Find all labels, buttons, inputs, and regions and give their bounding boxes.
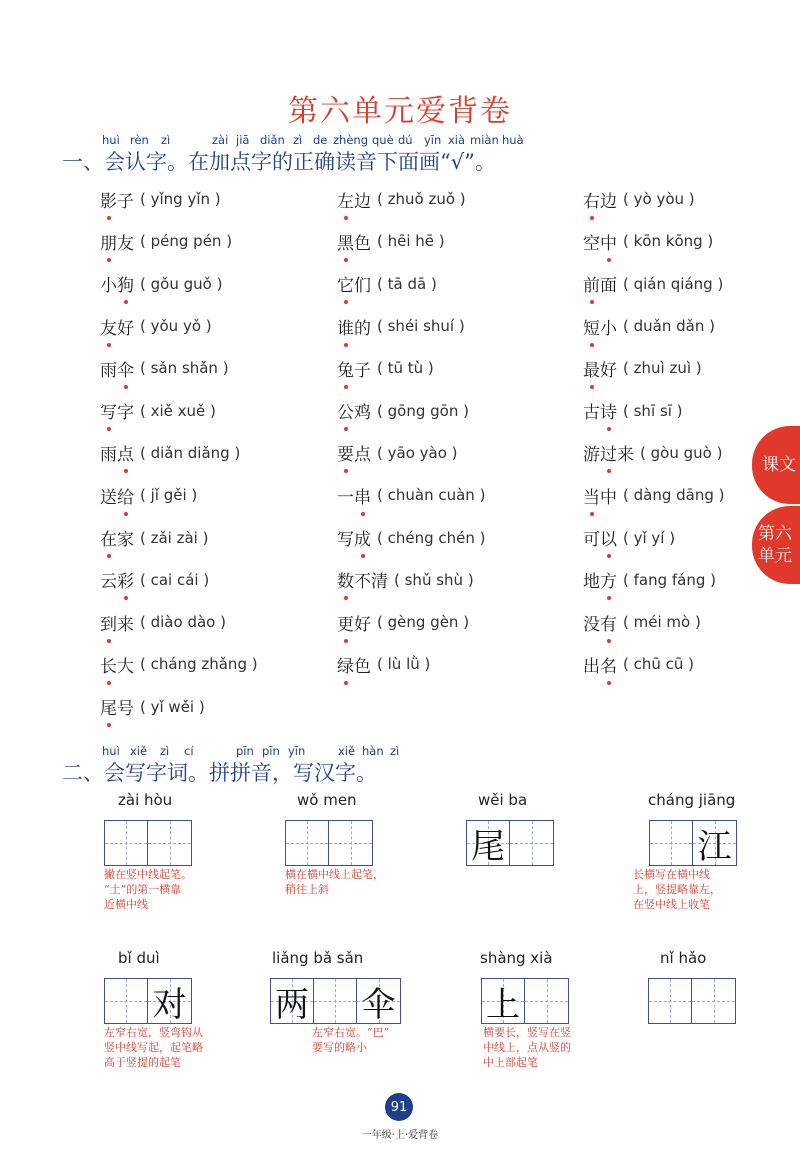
word xyxy=(583,483,617,508)
word xyxy=(583,610,617,635)
cell-char: 尾 xyxy=(471,826,505,867)
word-entry[interactable] xyxy=(583,601,725,643)
word xyxy=(100,652,134,677)
pinyin-options[interactable]: ( shéi shuí ) xyxy=(377,317,465,336)
writing-cell[interactable] xyxy=(148,821,191,865)
page-number: 91 xyxy=(385,1093,413,1121)
word-entry[interactable] xyxy=(100,178,258,220)
dotted-char: 名 xyxy=(600,652,617,677)
dotted-char: 绿 xyxy=(337,652,354,677)
writing-cell[interactable] xyxy=(510,821,553,865)
word-entry[interactable] xyxy=(583,432,725,474)
char: 雨 xyxy=(100,360,117,381)
dotted-char: 成 xyxy=(354,525,371,550)
writing-cell[interactable] xyxy=(286,821,329,865)
dotted-char: 谁 xyxy=(337,314,354,339)
char: 游 xyxy=(583,445,600,466)
writing-grid[interactable] xyxy=(649,820,737,866)
footer: 一年级·上·爱背卷 xyxy=(361,1130,439,1141)
pinyin-options[interactable]: ( cháng zhǎng ) xyxy=(140,655,258,674)
writing-grid[interactable] xyxy=(104,978,192,1024)
char: 子 xyxy=(354,360,371,381)
writing-grid[interactable] xyxy=(285,820,373,866)
pinyin-syllable: zài xyxy=(212,133,229,147)
char: 好 xyxy=(600,360,617,381)
writing-tip: 横在横中线上起笔， 稍往上斜 xyxy=(285,868,384,896)
word xyxy=(100,483,134,508)
word-entry[interactable] xyxy=(100,474,258,516)
dotted-char: 有 xyxy=(600,610,617,635)
char: 没 xyxy=(583,614,600,635)
word xyxy=(583,567,617,592)
char: 的 xyxy=(354,318,371,339)
char: 家 xyxy=(117,530,134,551)
writing-grid[interactable] xyxy=(466,820,554,866)
dotted-char: 前 xyxy=(583,271,600,296)
dotted-char: 点 xyxy=(117,440,134,465)
word-entry[interactable] xyxy=(100,643,258,685)
dotted-char: 兔 xyxy=(337,356,354,381)
pinyin-options[interactable]: ( yò yòu ) xyxy=(623,190,695,209)
char: 好 xyxy=(117,318,134,339)
word xyxy=(337,271,371,296)
word-entry[interactable] xyxy=(100,389,258,431)
word-entry[interactable] xyxy=(583,263,725,305)
word-entry[interactable] xyxy=(583,516,725,558)
word-entry[interactable] xyxy=(337,559,486,601)
pinyin-options[interactable]: ( yǒu yǒ ) xyxy=(140,317,212,336)
writing-grid[interactable] xyxy=(270,978,401,1024)
dotted-char: 串 xyxy=(354,483,371,508)
pinyin-syllable: yīn xyxy=(288,744,306,758)
word-entry[interactable] xyxy=(337,516,486,558)
word-entry[interactable] xyxy=(337,643,486,685)
writing-pinyin: zài hòu xyxy=(118,791,173,809)
section2-pinyin xyxy=(0,744,800,758)
pinyin-syllable: zì xyxy=(293,133,303,147)
pinyin-options[interactable]: ( péng pén ) xyxy=(140,232,233,251)
char: 来 xyxy=(117,614,134,635)
word-entry[interactable] xyxy=(337,601,486,643)
char: 鸡 xyxy=(354,403,371,424)
word xyxy=(100,356,134,381)
pinyin-options[interactable]: ( chéng chén ) xyxy=(377,528,486,547)
writing-cell[interactable] xyxy=(105,821,148,865)
pinyin-options[interactable]: ( yǐng yǐn ) xyxy=(140,190,221,209)
word xyxy=(100,440,134,465)
word xyxy=(337,398,371,423)
pinyin-options[interactable]: ( hēi hē ) xyxy=(377,232,445,251)
dotted-char: 中 xyxy=(600,229,617,254)
char: 色 xyxy=(354,233,371,254)
char: 可 xyxy=(583,530,600,551)
dotted-char: 给 xyxy=(117,483,134,508)
word xyxy=(337,652,371,677)
pinyin-syllable: zhèng xyxy=(333,133,368,147)
cell-char: 两 xyxy=(275,984,309,1025)
writing-grid[interactable] xyxy=(648,978,736,1024)
word-entry[interactable] xyxy=(583,389,725,431)
writing-cell[interactable] xyxy=(692,979,735,1023)
dotted-char: 右 xyxy=(583,187,600,212)
cell-char: 伞 xyxy=(361,984,396,1025)
writing-tip: 左窄右宽，竖弯钩从 竖中线写起，起笔略 高于竖提的起笔 xyxy=(104,1026,203,1069)
char: 不 xyxy=(354,572,371,593)
pinyin-syllable: zì xyxy=(160,744,170,758)
word xyxy=(337,187,371,212)
char: 写 xyxy=(337,530,354,551)
writing-cell[interactable] xyxy=(525,979,568,1023)
writing-pinyin: wěi ba xyxy=(478,791,528,809)
writing-tip: 横要长，竖写在竖 中线上，点从竖的 中上部起笔 xyxy=(483,1026,571,1069)
word xyxy=(337,314,371,339)
word-entry[interactable] xyxy=(100,686,258,728)
pinyin-syllable: cí xyxy=(184,744,194,758)
word-entry[interactable] xyxy=(337,474,486,516)
writing-pinyin: nǐ hǎo xyxy=(660,949,707,967)
writing-cell[interactable] xyxy=(105,979,148,1023)
pinyin-options[interactable]: ( chuàn cuàn ) xyxy=(377,486,486,505)
pinyin-options[interactable]: ( zǎi zài ) xyxy=(140,528,209,547)
word-entry[interactable] xyxy=(337,263,486,305)
pinyin-options[interactable]: ( lù lǜ ) xyxy=(377,655,431,674)
char: 边 xyxy=(600,191,617,212)
char: 来 xyxy=(617,445,634,466)
pinyin-options[interactable]: ( shǔ shù ) xyxy=(394,570,474,589)
char: 中 xyxy=(600,487,617,508)
pinyin-options[interactable]: ( zhuì zuì ) xyxy=(623,359,702,378)
word xyxy=(337,356,371,381)
word-entry[interactable] xyxy=(337,347,486,389)
pinyin-syllable: zì xyxy=(161,133,171,147)
pinyin-options[interactable]: ( gǒu guǒ ) xyxy=(140,274,223,293)
dotted-char: 要 xyxy=(337,440,354,465)
char: 一 xyxy=(337,487,354,508)
char: 古 xyxy=(583,403,600,424)
writing-tip: 长横写在横中线 上，竖提略靠左， 在竖中线上收笔 xyxy=(633,868,721,911)
pinyin-options[interactable]: ( yāo yào ) xyxy=(377,443,458,462)
pinyin-syllable: hàn xyxy=(362,744,384,758)
char: 送 xyxy=(100,487,117,508)
dotted-char: 过 xyxy=(600,440,617,465)
writing-cell[interactable] xyxy=(357,979,400,1023)
cell-char: 江 xyxy=(697,826,732,867)
pinyin-options[interactable]: ( xiě xuě ) xyxy=(140,401,216,420)
pinyin-options[interactable]: ( gōng gōn ) xyxy=(377,401,469,420)
cell-char: 对 xyxy=(152,984,187,1025)
pinyin-syllable: xiě xyxy=(130,744,148,758)
pinyin-syllable: rèn xyxy=(130,133,149,147)
writing-cell[interactable] xyxy=(314,979,357,1023)
word-entry[interactable] xyxy=(100,220,258,262)
char: 点 xyxy=(354,445,371,466)
word-entry[interactable] xyxy=(100,559,258,601)
dotted-char: 友 xyxy=(100,314,117,339)
writing-cell[interactable] xyxy=(650,821,693,865)
pinyin-syllable: yīn xyxy=(424,133,442,147)
section2-heading: 二、会写字词。拼拼音，写汉字。 xyxy=(62,761,377,785)
pinyin-syllable: huà xyxy=(502,133,524,147)
dotted-char: 短 xyxy=(583,314,600,339)
dotted-char: 更 xyxy=(337,610,354,635)
word-entry[interactable] xyxy=(583,347,725,389)
char: 清 xyxy=(371,572,388,593)
pinyin-options[interactable]: ( dàng dāng ) xyxy=(623,486,725,505)
word xyxy=(100,314,134,339)
section1-heading: 一、会认字。在加点字的正确读音下面画“√”。 xyxy=(62,150,496,174)
pinyin-syllable: huì xyxy=(102,744,120,758)
word xyxy=(583,525,617,550)
word xyxy=(337,483,371,508)
tab-unit-six[interactable]: 第六单元 xyxy=(752,506,800,584)
word-entry[interactable] xyxy=(100,347,258,389)
word-entry[interactable] xyxy=(337,220,486,262)
dotted-char: 狗 xyxy=(117,271,134,296)
dotted-char: 影 xyxy=(100,187,117,212)
section1-pinyin xyxy=(0,133,800,147)
pinyin-syllable: diǎn xyxy=(260,133,285,147)
char: 空 xyxy=(583,233,600,254)
writing-cell[interactable] xyxy=(329,821,372,865)
pinyin-options[interactable]: ( diào dào ) xyxy=(140,613,226,632)
writing-pinyin: wǒ men xyxy=(297,791,357,809)
writing-grid[interactable] xyxy=(481,978,569,1024)
dotted-char: 在 xyxy=(100,525,117,550)
dotted-char: 最 xyxy=(583,356,600,381)
dotted-char: 朋 xyxy=(100,229,117,254)
word-entry[interactable] xyxy=(337,389,486,431)
word xyxy=(583,187,617,212)
word xyxy=(100,567,134,592)
word-entry[interactable] xyxy=(100,305,258,347)
word xyxy=(583,398,617,423)
word-entry[interactable] xyxy=(583,643,725,685)
pinyin-syllable: de xyxy=(313,133,328,147)
pinyin-syllable: xià xyxy=(448,133,466,147)
writing-pinyin: shàng xià xyxy=(480,949,553,967)
char: 出 xyxy=(583,656,600,677)
pinyin-syllable: pīn xyxy=(262,744,280,758)
pinyin-options[interactable]: ( gèng gèn ) xyxy=(377,613,470,632)
pinyin-syllable: dú xyxy=(398,133,413,147)
dotted-char: 以 xyxy=(600,525,617,550)
word xyxy=(583,440,634,465)
pinyin-options[interactable]: ( duǎn dǎn ) xyxy=(623,317,715,336)
dotted-char: 左 xyxy=(337,187,354,212)
writing-cell[interactable] xyxy=(271,979,314,1023)
char: 云 xyxy=(100,572,117,593)
dotted-char: 方 xyxy=(600,567,617,592)
dotted-char: 到 xyxy=(100,610,117,635)
word-column-3 xyxy=(583,178,725,686)
word xyxy=(337,567,388,592)
dotted-char: 长 xyxy=(100,652,117,677)
pinyin-syllable: huì xyxy=(102,133,120,147)
word xyxy=(337,525,371,550)
dotted-char: 当 xyxy=(583,483,600,508)
pinyin-syllable: zì xyxy=(390,744,400,758)
word-entry[interactable] xyxy=(583,559,725,601)
pinyin-options[interactable]: ( fang fáng ) xyxy=(623,570,717,589)
char: 号 xyxy=(117,699,134,720)
dotted-char: 它 xyxy=(337,271,354,296)
pinyin-options[interactable]: ( tā dā ) xyxy=(377,274,437,293)
dotted-char: 彩 xyxy=(117,567,134,592)
word-entry[interactable] xyxy=(100,601,258,643)
word xyxy=(583,314,617,339)
word xyxy=(583,356,617,381)
char: 子 xyxy=(117,191,134,212)
pinyin-options[interactable]: ( jǐ gěi ) xyxy=(140,486,198,505)
char: 小 xyxy=(100,276,117,297)
word-entry[interactable] xyxy=(583,178,725,220)
tab-lesson[interactable]: 课文 xyxy=(752,426,800,504)
writing-grid[interactable] xyxy=(104,820,192,866)
char: 大 xyxy=(117,656,134,677)
dotted-char: 公 xyxy=(337,398,354,423)
word-entry[interactable] xyxy=(100,263,258,305)
cell-char: 上 xyxy=(486,984,520,1025)
word xyxy=(100,610,134,635)
pinyin-options[interactable]: ( kōn kōng ) xyxy=(623,232,714,251)
pinyin-options[interactable]: ( sǎn shǎn ) xyxy=(140,359,229,378)
dotted-char: 黑 xyxy=(337,229,354,254)
word-entry[interactable] xyxy=(337,432,486,474)
word xyxy=(100,271,134,296)
pinyin-options[interactable]: ( qián qiáng ) xyxy=(623,274,724,293)
word xyxy=(337,229,371,254)
dotted-char: 诗 xyxy=(600,398,617,423)
writing-cell[interactable] xyxy=(693,821,736,865)
word xyxy=(337,610,371,635)
word xyxy=(583,229,617,254)
pinyin-options[interactable]: ( cai cái ) xyxy=(140,570,210,589)
word-entry[interactable] xyxy=(100,432,258,474)
page-title: 第六单元爱背卷 xyxy=(288,94,512,129)
pinyin-syllable: miàn xyxy=(470,133,499,147)
pinyin-syllable: xiě xyxy=(338,744,356,758)
writing-pinyin: liǎng bǎ sǎn xyxy=(272,949,364,967)
pinyin-options[interactable]: ( yǐ wěi ) xyxy=(140,697,205,716)
word xyxy=(100,694,134,719)
pinyin-options[interactable]: ( yǐ yí ) xyxy=(623,528,676,547)
dotted-char: 伞 xyxy=(117,356,134,381)
char: 们 xyxy=(354,276,371,297)
word-entry[interactable] xyxy=(583,305,725,347)
char: 雨 xyxy=(100,445,117,466)
char: 字 xyxy=(117,403,134,424)
char: 色 xyxy=(354,656,371,677)
word xyxy=(100,525,134,550)
word xyxy=(100,187,134,212)
word xyxy=(337,440,371,465)
writing-cell[interactable] xyxy=(148,979,191,1023)
pinyin-options[interactable]: ( zhuǒ zuǒ ) xyxy=(377,190,466,209)
dotted-char: 写 xyxy=(100,398,117,423)
char: 边 xyxy=(354,191,371,212)
word xyxy=(583,652,617,677)
writing-cell[interactable] xyxy=(649,979,692,1023)
pinyin-syllable: què xyxy=(372,133,394,147)
word xyxy=(583,271,617,296)
pinyin-options[interactable]: ( gòu guò ) xyxy=(640,443,723,462)
word-entry[interactable] xyxy=(100,516,258,558)
char: 好 xyxy=(354,614,371,635)
pinyin-options[interactable]: ( shī sī ) xyxy=(623,401,683,420)
writing-tip: 撇在竖中线起笔。 “土”的第一横靠 近横中线 xyxy=(104,868,192,911)
pinyin-syllable: jiā xyxy=(236,133,250,147)
writing-pinyin: cháng jiāng xyxy=(648,791,736,809)
dotted-char: 尾 xyxy=(100,694,117,719)
writing-tip: 左窄右宽。“巴” 要写的略小 xyxy=(312,1026,390,1054)
char: 小 xyxy=(600,318,617,339)
word xyxy=(100,229,134,254)
writing-pinyin: bǐ duì xyxy=(118,949,160,967)
word xyxy=(100,398,134,423)
word-entry[interactable] xyxy=(337,305,486,347)
pinyin-syllable: pīn xyxy=(236,744,254,758)
writing-cell[interactable] xyxy=(482,979,525,1023)
pinyin-options[interactable]: ( tū tù ) xyxy=(377,359,434,378)
char: 面 xyxy=(600,276,617,297)
word-entry[interactable] xyxy=(583,220,725,262)
pinyin-options[interactable]: ( chū cū ) xyxy=(623,655,695,674)
word-column-2 xyxy=(337,178,486,686)
writing-cell[interactable] xyxy=(467,821,510,865)
word-column-1 xyxy=(100,178,258,728)
word-entry[interactable] xyxy=(337,178,486,220)
pinyin-options[interactable]: ( méi mò ) xyxy=(623,613,701,632)
dotted-char: 数 xyxy=(337,567,354,592)
word-entry[interactable] xyxy=(583,474,725,516)
pinyin-options[interactable]: ( diǎn diǎng ) xyxy=(140,443,241,462)
char: 地 xyxy=(583,572,600,593)
char: 友 xyxy=(117,233,134,254)
